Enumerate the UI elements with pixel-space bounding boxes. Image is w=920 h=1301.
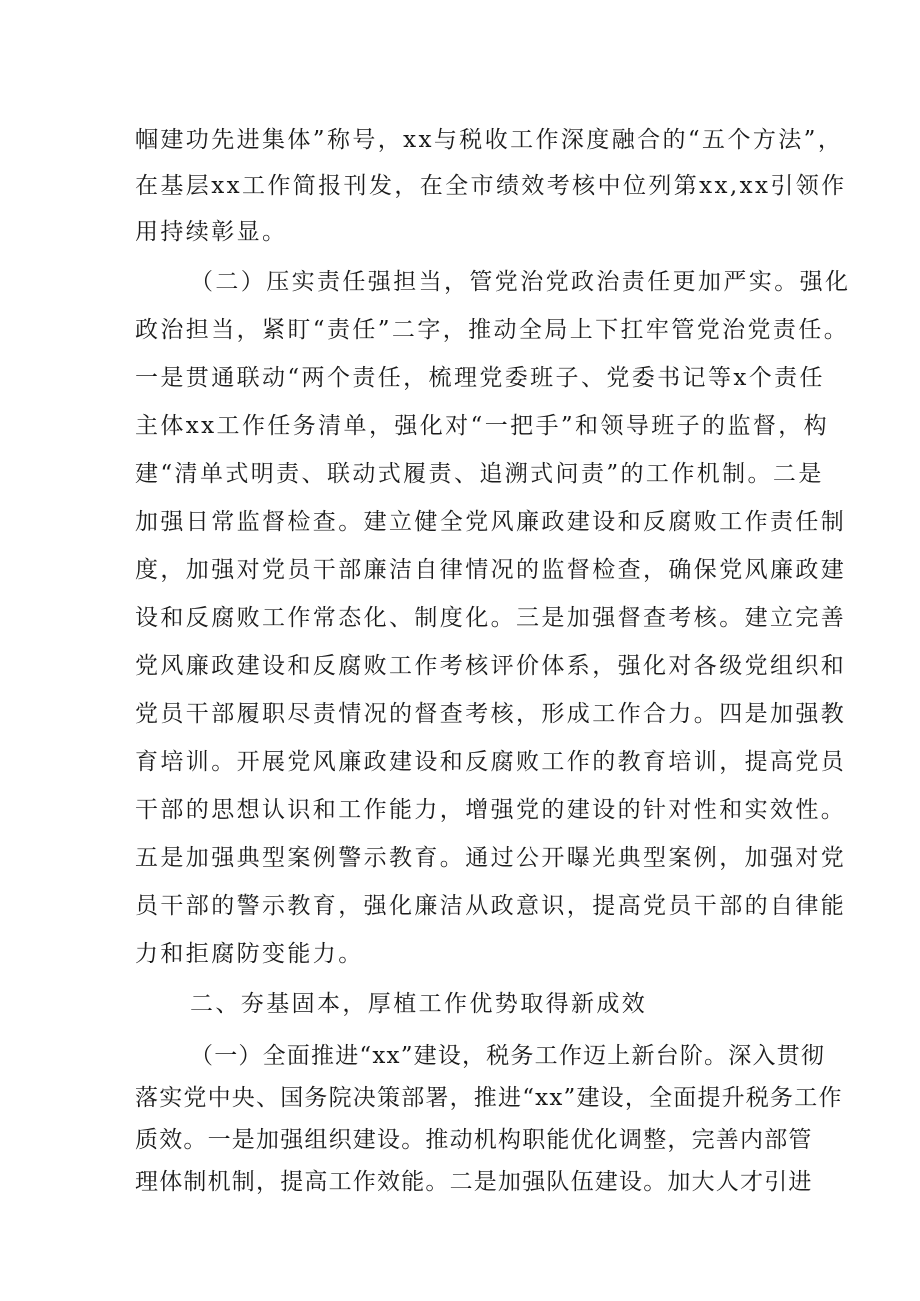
text-line: 五是加强典型案例警示教育。通过公开曝光典型案例，加强对党: [135, 845, 847, 871]
text-line: 党员干部履职尽责情况的督查考核，形成工作合力。四是加强教: [135, 701, 847, 727]
text-line: 力和拒腐防变能力。: [135, 941, 364, 967]
text-line: 主体xx工作任务清单，强化对“一把手”和领导班子的监督，构: [135, 413, 830, 439]
text-line: 党风廉政建设和反腐败工作考核评价体系，强化对各级党组织和: [135, 653, 847, 679]
text-line: 质效。一是加强组织建设。推动机构职能优化调整，完善内部管: [135, 1127, 813, 1153]
section-heading: 二、夯基固本，厚植工作优势取得新成效: [190, 991, 648, 1017]
text-line: 在基层xx工作简报刊发，在全市绩效考核中位列第xx,xx引领作: [135, 173, 847, 199]
text-line: （二）压实责任强担当，管党治党政治责任更加严实。强化: [190, 269, 851, 295]
text-line: 设和反腐败工作常态化、制度化。三是加强督查考核。建立完善: [135, 605, 847, 631]
text-line: 政治担当，紧盯“责任”二字，推动全局上下扛牢管党治党责任。: [135, 317, 850, 343]
text-line: 理体制机制，提高工作效能。二是加强队伍建设。加大人才引进: [135, 1169, 813, 1195]
text-line: （一）全面推进“xx”建设，税务工作迈上新台阶。深入贯彻: [190, 1043, 826, 1069]
text-line: 用持续彰显。: [135, 219, 288, 245]
text-line: 员干部的警示教育，强化廉洁从政意识，提高党员干部的自律能: [135, 893, 847, 919]
text-line: 加强日常监督检查。建立健全党风廉政建设和反腐败工作责任制: [135, 509, 847, 535]
text-line: 度，加强对党员干部廉洁自律情况的监督检查，确保党风廉政建: [135, 557, 847, 583]
text-line: 落实党中央、国务院决策部署，推进“xx”建设，全面提升税务工作: [135, 1085, 843, 1111]
text-line: 干部的思想认识和工作能力，增强党的建设的针对性和实效性。: [135, 797, 847, 823]
text-line: 帼建功先进集体”称号，xx与税收工作深度融合的“五个方法”，: [135, 127, 844, 153]
text-line: 育培训。开展党风廉政建设和反腐败工作的教育培训，提高党员: [135, 749, 847, 775]
text-line: 建“清单式明责、联动式履责、追溯式问责”的工作机制。二是: [135, 461, 824, 487]
text-line: 一是贯通联动“两个责任，梳理党委班子、党委书记等x个责任: [135, 365, 825, 391]
